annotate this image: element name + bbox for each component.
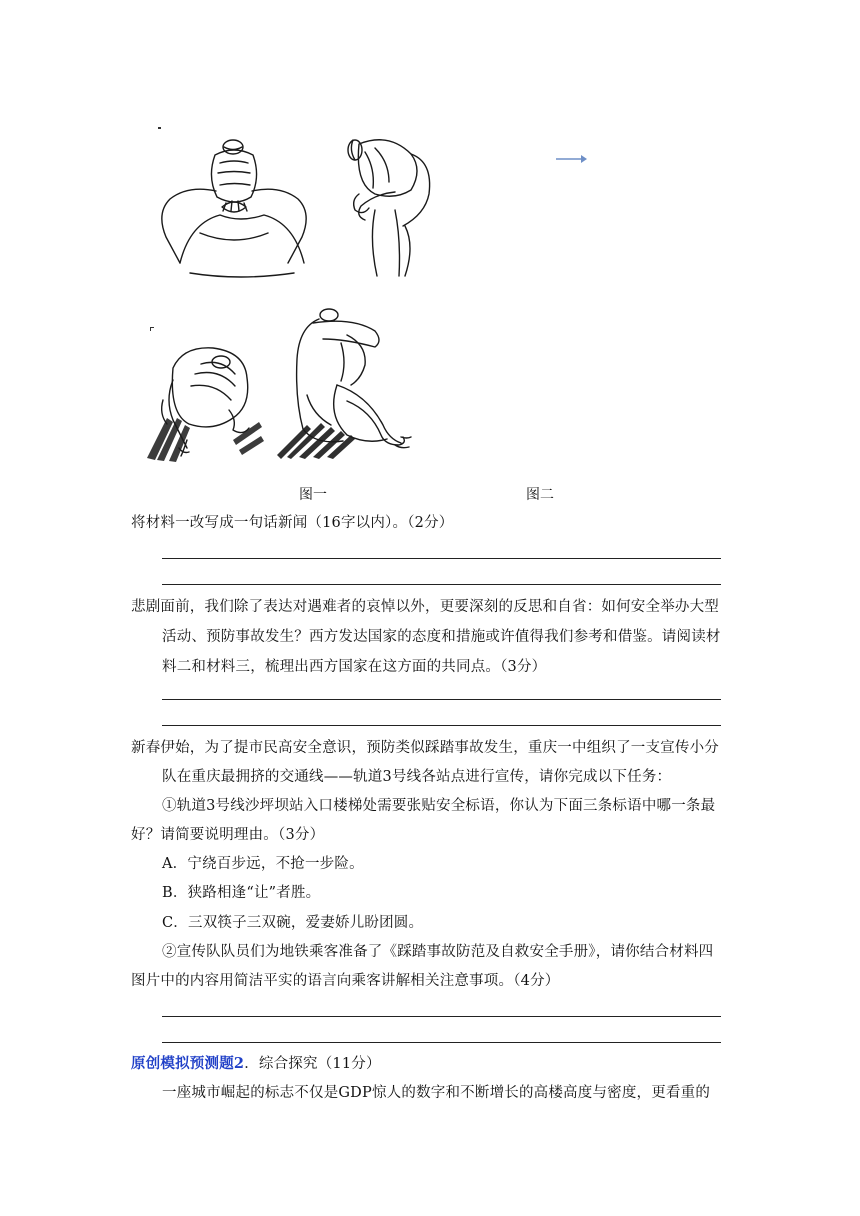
figure2-top-drawing	[335, 130, 445, 280]
question3-line2: 队在重庆最拥挤的交通线——轨道3号线各站点进行宣传，请你完成以下任务：	[162, 769, 672, 785]
question2-line3: 料二和材料三，梳理出西方国家在这方面的共同点。（3分）	[162, 659, 547, 675]
answer-line-q2-2[interactable]	[162, 725, 721, 726]
arrow-icon	[555, 153, 589, 165]
question4-line1: 一座城市崛起的标志不仅是GDP惊人的数字和不断增长的高楼高度与密度，更看重的	[162, 1085, 711, 1101]
option-c: C．三双筷子三双碗，爱妻娇儿盼团圆。	[162, 915, 424, 931]
stray-mark-2	[150, 327, 154, 331]
question4-heading	[131, 1049, 381, 1079]
option-a: A．宁绕百步远，不抢一步险。	[162, 856, 364, 872]
question3-sub2-line1: ②宣传队队员们为地铁乘客准备了《踩踏事故防范及自救安全手册》，请你结合材料四	[162, 944, 714, 960]
question3-sub1-line1: ①轨道3号线沙坪坝站入口楼梯处需要张贴安全标语，你认为下面三条标语中哪一条最	[162, 798, 716, 814]
figure1-caption: 图一	[299, 487, 327, 503]
question3-sub1-line2: 好？请简要说明理由。（3分）	[131, 827, 325, 843]
answer-line-q1-2[interactable]	[162, 584, 721, 585]
answer-line-q3-2[interactable]	[162, 1042, 721, 1043]
question1-text: 将材料一改写成一句话新闻（16字以内）。（2分）	[131, 515, 454, 531]
figure2-caption: 图二	[526, 487, 554, 503]
answer-line-q1-1[interactable]	[162, 558, 721, 559]
question2-line1: 悲剧面前，我们除了表达对遇难者的哀悼以外，更要深刻的反思和自省：如何安全举办大型	[131, 599, 719, 615]
stray-mark	[158, 127, 161, 129]
figure1-bottom-drawing	[143, 340, 273, 465]
question4-title: ．综合探究（11分）	[244, 1056, 381, 1072]
question2-line2: 活动、预防事故发生？西方发达国家的态度和措施或许值得我们参考和借鉴。请阅读材	[162, 629, 721, 645]
question3-sub2-line2: 图片中的内容用简洁平实的语言向乘客讲解相关注意事项。（4分）	[131, 973, 560, 989]
question3-line1: 新春伊始，为了提市民高安全意识，预防类似踩踏事故发生，重庆一中组织了一支宣传小分	[131, 740, 719, 756]
figure2-bottom-drawing	[277, 305, 437, 460]
question4-label: 原创模拟预测题2	[131, 1055, 245, 1072]
option-b: B．狭路相逢“让”者胜。	[162, 885, 321, 901]
answer-line-q3-1[interactable]	[162, 1016, 721, 1017]
figure1-top-drawing	[160, 133, 325, 278]
answer-line-q2-1[interactable]	[162, 699, 721, 700]
